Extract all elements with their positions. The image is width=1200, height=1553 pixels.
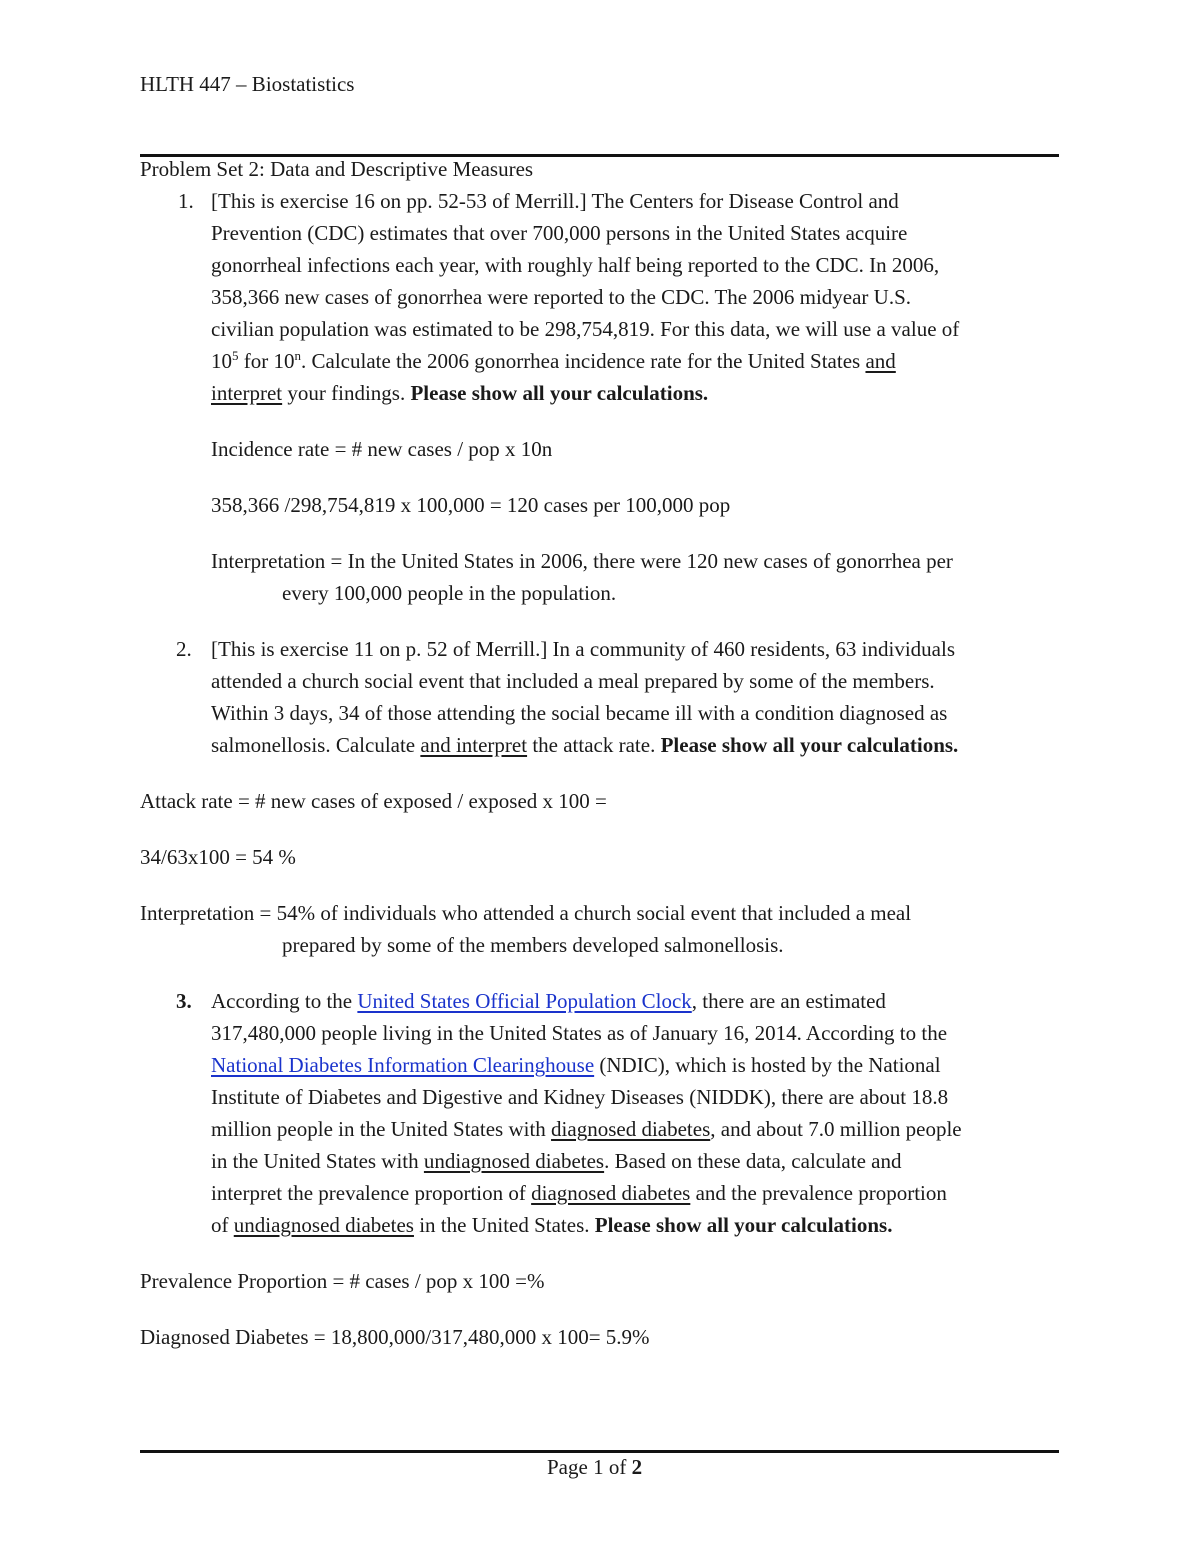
text-segment: the attack rate. <box>527 733 661 757</box>
question-line <box>211 1181 947 1206</box>
text-segment: . Based on these data, calculate and <box>604 1149 902 1173</box>
text-segment: 10 <box>211 349 232 373</box>
question-number: 1. <box>178 189 194 213</box>
answer-diagnosed: Diagnosed Diabetes = 18,800,000/317,480,000 x 100= 5.9% <box>140 1325 650 1349</box>
bold-instruction: Please show all your calculations. <box>594 1213 893 1237</box>
question-line: civilian population was estimated to be 298,754,819. For this data, we will use a value of <box>211 317 960 341</box>
question-line <box>211 1117 962 1142</box>
question-line: Within 3 days, 34 of those attending the social became ill with a condition diagnosed as <box>211 701 948 725</box>
question-line: attended a church social event that included a meal prepared by some of the members. <box>211 669 935 693</box>
answer-interpretation: Interpretation = 54% of individuals who attended a church social event that included a meal <box>140 901 912 925</box>
answer-interpretation-continued: prepared by some of the members developed salmonellosis. <box>282 933 784 957</box>
course-header: HLTH 447 – Biostatistics <box>140 72 355 96</box>
text-segment: your findings. <box>282 381 411 405</box>
footer-rule <box>140 1450 1059 1453</box>
superscript: 5 <box>232 348 239 363</box>
question-number: 3. <box>176 989 192 1013</box>
bold-instruction: Please show all your calculations. <box>660 733 959 757</box>
question-line <box>211 381 708 406</box>
question-line: [This is exercise 16 on pp. 52-53 of Merrill.] The Centers for Disease Control and <box>211 189 899 213</box>
underlined-text: undiagnosed diabetes <box>423 1149 605 1173</box>
question-line: Institute of Diabetes and Digestive and Kidney Diseases (NIDDK), there are about 18.8 <box>211 1085 949 1109</box>
text-segment: for 10 <box>238 349 295 373</box>
bold-instruction: Please show all your calculations. <box>410 381 709 405</box>
answer-calculation: 34/63x100 = 54 % <box>140 845 296 869</box>
answer-formula: Attack rate = # new cases of exposed / exposed x 100 = <box>140 789 607 813</box>
text-segment: interpret the prevalence proportion of <box>211 1181 532 1205</box>
question-line <box>211 349 896 374</box>
text-segment: , and about 7.0 million people <box>710 1117 962 1141</box>
problem-set-title: Problem Set 2: Data and Descriptive Measures <box>140 157 534 181</box>
text-segment: and the prevalence proportion <box>690 1181 947 1205</box>
page-prefix: Page 1 of <box>547 1455 632 1479</box>
answer-formula: Incidence rate = # new cases / pop x 10n <box>211 437 553 461</box>
question-line <box>211 733 958 758</box>
underlined-text: interpret <box>211 381 283 405</box>
text-segment: in the United States with <box>211 1149 424 1173</box>
underlined-text: diagnosed diabetes <box>551 1117 711 1141</box>
question-line <box>211 1053 941 1078</box>
underlined-text: and interpret <box>420 733 528 757</box>
answer-interpretation-continued: every 100,000 people in the population. <box>282 581 617 605</box>
text-segment: (NDIC), which is hosted by the National <box>594 1053 941 1077</box>
superscript: n <box>294 348 301 363</box>
text-segment: million people in the United States with <box>211 1117 552 1141</box>
question-line: 317,480,000 people living in the United States as of January 16, 2014. According to the <box>211 1021 948 1045</box>
question-line <box>211 1213 892 1238</box>
answer-calculation: 358,366 /298,754,819 x 100,000 = 120 cases per 100,000 pop <box>211 493 731 517</box>
question-number: 2. <box>176 637 192 661</box>
text-segment: salmonellosis. Calculate <box>211 733 421 757</box>
question-line: Prevention (CDC) estimates that over 700,000 persons in the United States acquire <box>211 221 908 245</box>
question-line <box>211 989 886 1014</box>
question-line: [This is exercise 11 on p. 52 of Merrill.] In a community of 460 residents, 63 individuals <box>211 637 956 661</box>
underlined-text: and <box>865 349 896 373</box>
underlined-text: diagnosed diabetes <box>531 1181 691 1205</box>
answer-formula: Prevalence Proportion = # cases / pop x 100 =% <box>140 1269 545 1293</box>
page-number <box>547 1455 642 1480</box>
ndic-link[interactable]: National Diabetes Information Clearinghouse <box>211 1053 595 1077</box>
text-segment: in the United States. <box>413 1213 595 1237</box>
text-segment: . Calculate the 2006 gonorrhea incidence rate for the United States <box>301 349 866 373</box>
page-total: 2 <box>631 1455 643 1479</box>
question-line <box>211 1149 901 1174</box>
population-clock-link[interactable]: United States Official Population Clock <box>357 989 692 1013</box>
underlined-text: undiagnosed diabetes <box>233 1213 414 1237</box>
text-segment: of <box>211 1213 234 1237</box>
question-line: 358,366 new cases of gonorrhea were reported to the CDC. The 2006 midyear U.S. <box>211 285 912 309</box>
text-segment: , there are an estimated <box>691 989 886 1013</box>
text-segment: According to the <box>211 989 358 1013</box>
answer-interpretation: Interpretation = In the United States in 2006, there were 120 new cases of gonorrhea per <box>211 549 953 573</box>
question-line: gonorrheal infections each year, with roughly half being reported to the CDC. In 2006, <box>211 253 940 277</box>
